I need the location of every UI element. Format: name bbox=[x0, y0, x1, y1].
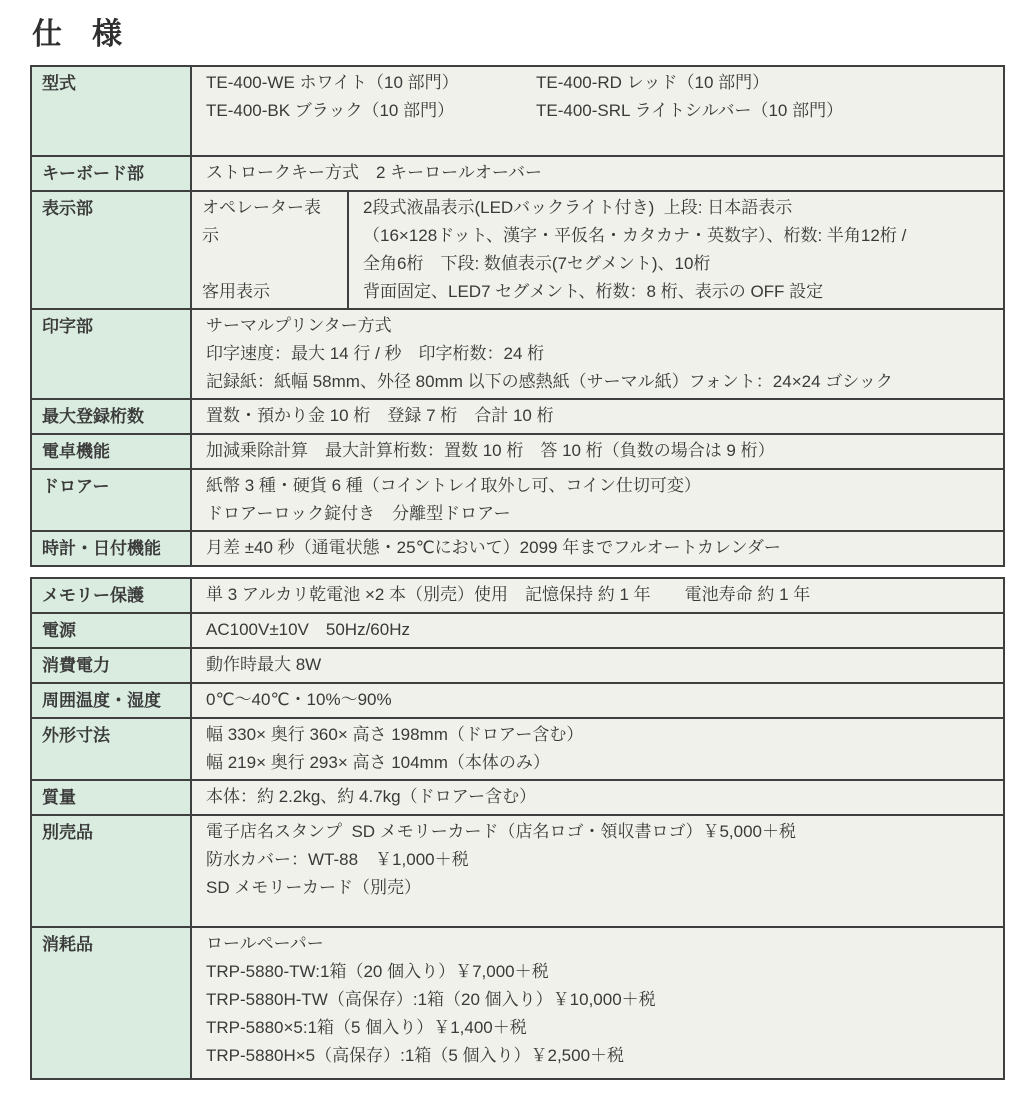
table-row-model bbox=[32, 67, 1003, 155]
spec-line: TRP-5880×5:1箱（5 個入り）￥1,400＋税 bbox=[206, 1018, 527, 1037]
display-sublabels bbox=[192, 192, 349, 308]
sublabel-customer-display: 客用表示 bbox=[202, 282, 270, 301]
row-content-max-digits bbox=[192, 400, 1003, 433]
spec-line: 動作時最大 8W bbox=[206, 655, 322, 674]
model-name: TE-400-BK ブラック（10 部門） bbox=[206, 101, 455, 120]
spec-line: TRP-5880-TW:1箱（20 個入り）￥7,000＋税 bbox=[206, 962, 549, 981]
table-row-clock bbox=[32, 530, 1003, 565]
row-label-display: 表示部 bbox=[32, 192, 192, 308]
row-content-model bbox=[192, 67, 1003, 155]
row-content-calculator bbox=[192, 435, 1003, 468]
row-content-consumables bbox=[192, 928, 1003, 1078]
row-content-weight bbox=[192, 781, 1003, 814]
spec-line: SD メモリーカード（別売） bbox=[206, 878, 421, 897]
table-row-weight bbox=[32, 779, 1003, 814]
spec-line: 幅 219× 奥行 293× 高さ 104mm（本体のみ） bbox=[206, 753, 550, 772]
spec-line: ストロークキー方式 2 キーロールオーバー bbox=[206, 163, 542, 182]
spec-line: 印字速度：最大 14 行 / 秒 印字桁数：24 桁 bbox=[206, 344, 545, 363]
spec-line: 全角6桁 下段: 数値表示(7セグメント)、10桁 bbox=[363, 254, 711, 273]
row-label-drawer: ドロアー bbox=[32, 470, 192, 530]
row-label-max-digits: 最大登録桁数 bbox=[32, 400, 192, 433]
spec-line: AC100V±10V 50Hz/60Hz bbox=[206, 620, 410, 639]
row-label-power-consumption: 消費電力 bbox=[32, 649, 192, 682]
spec-line: 本体：約 2.2kg、約 4.7kg（ドロアー含む） bbox=[206, 787, 537, 806]
table-row-printer bbox=[32, 308, 1003, 398]
spec-line: 加減乗除計算 最大計算桁数：置数 10 桁 答 10 桁（負数の場合は 9 桁） bbox=[206, 441, 775, 460]
spec-line: 防水カバー：WT-88 ￥1,000＋税 bbox=[206, 850, 469, 869]
model-name: TE-400-WE ホワイト（10 部門） bbox=[206, 73, 459, 92]
row-label-keyboard: キーボード部 bbox=[32, 157, 192, 190]
table-row-drawer bbox=[32, 468, 1003, 530]
table-row-dimensions bbox=[32, 717, 1003, 779]
row-content-power bbox=[192, 614, 1003, 647]
row-label-consumables: 消耗品 bbox=[32, 928, 192, 1078]
spec-line: 置数・預かり金 10 桁 登録 7 桁 合計 10 桁 bbox=[206, 406, 554, 425]
spec-line: 月差 ±40 秒（通電状態・25℃において）2099 年までフルオートカレンダー bbox=[206, 538, 781, 557]
row-label-power: 電源 bbox=[32, 614, 192, 647]
model-name: TE-400-RD レッド（10 部門） bbox=[536, 73, 770, 92]
row-content-keyboard bbox=[192, 157, 1003, 190]
row-label-optional-items: 別売品 bbox=[32, 816, 192, 926]
spec-line: 0℃～40℃・10%～90% bbox=[206, 690, 392, 709]
table-row-display bbox=[32, 190, 1003, 308]
table-row-calculator bbox=[32, 433, 1003, 468]
row-content-memory-protection bbox=[192, 579, 1003, 612]
spec-line: TRP-5880H-TW（高保存）:1箱（20 個入り）￥10,000＋税 bbox=[206, 990, 656, 1009]
row-label-memory-protection: メモリー保護 bbox=[32, 579, 192, 612]
model-name: TE-400-SRL ライトシルバー（10 部門） bbox=[536, 101, 844, 120]
table-row-ambient bbox=[32, 682, 1003, 717]
table-row-power-consumption bbox=[32, 647, 1003, 682]
spec-line: TRP-5880H×5（高保存）:1箱（5 個入り）￥2,500＋税 bbox=[206, 1046, 625, 1065]
page-title: 仕 様 bbox=[32, 18, 122, 51]
row-label-weight: 質量 bbox=[32, 781, 192, 814]
row-content-optional-items bbox=[192, 816, 1003, 926]
table-row-memory-protection bbox=[32, 579, 1003, 612]
model-line bbox=[206, 69, 993, 97]
row-content-printer bbox=[192, 310, 1003, 398]
spec-table-secondary bbox=[30, 577, 1005, 1080]
table-row-optional-items bbox=[32, 814, 1003, 926]
row-content-power-consumption bbox=[192, 649, 1003, 682]
spec-line: 幅 330× 奥行 360× 高さ 198mm（ドロアー含む） bbox=[206, 725, 584, 744]
row-label-calculator: 電卓機能 bbox=[32, 435, 192, 468]
spec-table-main bbox=[30, 65, 1005, 567]
row-label-ambient: 周囲温度・湿度 bbox=[32, 684, 192, 717]
spec-line: 記録紙：紙幅 58mm、外径 80mm 以下の感熱紙（サーマル紙）フォント：24×24 ゴシック bbox=[206, 372, 893, 391]
spec-line: ドロアーロック錠付き 分離型ドロアー bbox=[206, 504, 511, 523]
spec-line: 紙幣 3 種・硬貨 6 種（コイントレイ取外し可、コイン仕切可変） bbox=[206, 476, 701, 495]
spec-line: （16×128ドット、漢字・平仮名・カタカナ・英数字）、桁数: 半角12桁 / bbox=[363, 226, 907, 245]
row-content-dimensions bbox=[192, 719, 1003, 779]
row-content-drawer bbox=[192, 470, 1003, 530]
row-content-display bbox=[349, 192, 1003, 308]
spec-line: 電子店名スタンプ SD メモリーカード（店名ロゴ・領収書ロゴ）￥5,000＋税 bbox=[206, 822, 796, 841]
row-content-clock bbox=[192, 532, 1003, 565]
model-line bbox=[206, 97, 993, 125]
spec-line: ロールペーパー bbox=[206, 934, 324, 953]
spec-line: 背面固定、LED7 セグメント、桁数：8 桁、表示の OFF 設定 bbox=[363, 282, 824, 301]
table-row-consumables bbox=[32, 926, 1003, 1078]
table-row-power bbox=[32, 612, 1003, 647]
row-label-printer: 印字部 bbox=[32, 310, 192, 398]
row-label-dimensions: 外形寸法 bbox=[32, 719, 192, 779]
table-row-max-digits bbox=[32, 398, 1003, 433]
row-content-ambient bbox=[192, 684, 1003, 717]
spec-line: サーマルプリンター方式 bbox=[206, 316, 392, 335]
sublabel-operator-display: オペレーター表示 bbox=[202, 198, 321, 245]
spec-line: 単 3 アルカリ乾電池 ×2 本（別売）使用 記憶保持 約 1 年 電池寿命 約 1 年 bbox=[206, 585, 811, 604]
row-label-model: 型式 bbox=[32, 67, 192, 155]
row-label-clock: 時計・日付機能 bbox=[32, 532, 192, 565]
table-row-keyboard bbox=[32, 155, 1003, 190]
spec-line: 2段式液晶表示(LEDバックライト付き) 上段: 日本語表示 bbox=[363, 198, 793, 217]
